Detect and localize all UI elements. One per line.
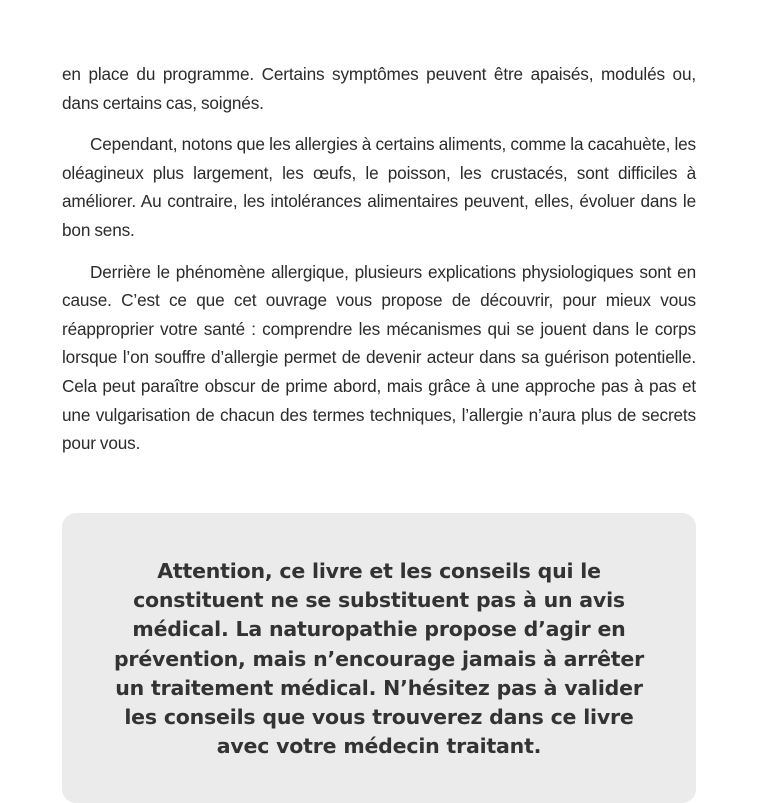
paragraph-continuation: en place du programme. Certains symptômes peuvent être apaisés, modulés ou, dans certains cas, soignés. [62,64,696,113]
medical-warning-box [62,513,696,803]
paragraph-physiology: Derrière le phénomène allergique, plusieurs explications physiologiques sont en cause. C’est ce que cet ouvrage vous propose de découvrir, pour mieux vous réapproprier votre santé : comprendre les mécanismes qui se jouent dans le corps lorsque l’on souffre d’allergie permet de devenir acteur dans sa guérison potentielle. Cela peut paraître obscur de prime abord, mais grâce à une approche pas à pas et une vulgarisation de chacun des termes techniques, l’allergie n’aura plus de secrets pour vous. [62,261,696,454]
page-body [62,60,696,471]
medical-warning-text: Attention, ce livre et les conseils qui le constituent ne se substituent pas à un avis médical. La naturopathie propose d’agir en prévention, mais n’encourage jamais à arrêter un traitement médical. N’hésitez pas à valider les conseils que vous trouverez dans ce livre avec votre médecin traitant. [113,559,645,759]
paragraph-food-allergies: Cependant, notons que les allergies à certains aliments, comme la cacahuète, les oléagineux plus largement, les œufs, le poisson, les crustacés, sont difficiles à améliorer. Au contraire, les intolérances alimentaires peuvent, elles, évoluer dans le bon sens. [62,134,696,240]
